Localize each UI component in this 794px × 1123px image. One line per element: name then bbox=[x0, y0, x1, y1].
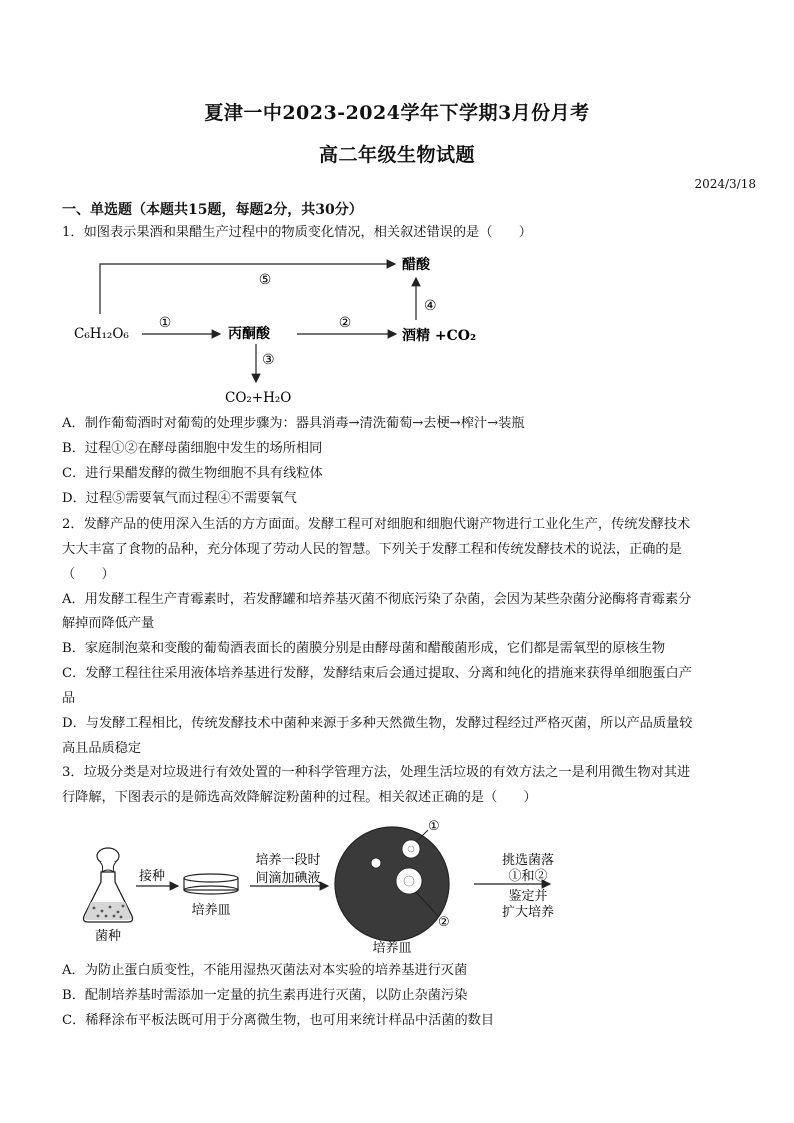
q1-option-d: D．过程⑤需要氧气而过程④不需要氧气 bbox=[62, 491, 297, 506]
pyruvate: 丙酮酸 bbox=[228, 326, 270, 342]
colony-2-label: ② bbox=[438, 915, 450, 930]
q2-stem-line-3: （ ） bbox=[62, 567, 115, 582]
q3-option-c: C．稀释涂布平板法既可用于分离微生物，也可用来统计样品中活菌的数目 bbox=[62, 1013, 495, 1028]
label-2: ② bbox=[338, 315, 352, 331]
q1-diagram bbox=[60, 254, 500, 410]
q1-option-a: A．制作葡萄酒时对葡萄的处理步骤为：器具消毒→清洗葡萄→去梗→榨汁→装瓶 bbox=[62, 416, 525, 431]
q2-option-b: B．家庭制泡菜和变酸的葡萄酒表面长的菌膜分别是由酵母菌和醋酸菌形成，它们都是需氧型的原核生物 bbox=[62, 641, 666, 656]
q3-stem-line-1: 3．垃圾分类是对垃圾进行有效处置的一种科学管理方法，处理生活垃圾的有效方法之一是利用微生物对其进 bbox=[62, 765, 691, 780]
q1-option-b: B．过程①②在酵母菌细胞中发生的场所相同 bbox=[62, 441, 323, 456]
exam-title: 夏津一中2023-2024学年下学期3月份月考 bbox=[204, 102, 590, 124]
big-petri-dish bbox=[335, 827, 449, 941]
flask-label: 菌种 bbox=[94, 929, 122, 944]
q1-stem: 1．如图表示果酒和果醋生产过程中的物质变化情况，相关叙述错误的是（ ） bbox=[62, 225, 532, 240]
q3-option-b: B．配制培养基时需添加一定量的抗生素再进行灭菌，以防止杂菌污染 bbox=[62, 988, 468, 1003]
flask-icon bbox=[84, 848, 133, 922]
label-4: ④ bbox=[424, 298, 437, 314]
label-1: ① bbox=[158, 315, 172, 331]
colony-1 bbox=[402, 840, 420, 858]
q3-diagram bbox=[60, 816, 580, 956]
q2-stem-line-2: 大大丰富了食物的品种，充分体现了劳动人民的智慧。下列关于发酵工程和传统发酵技术的说法，正确的是 bbox=[62, 542, 682, 557]
q2-option-d-line-2: 高且品质稳定 bbox=[62, 741, 142, 756]
q3-stem-line-2: 行降解，下图表示的是筛选高效降解淀粉菌种的过程。相关叙述正确的是（ ） bbox=[62, 790, 537, 805]
dish-label: 培养皿 bbox=[191, 903, 231, 918]
q3-option-a: A．为防止蛋白质变性，不能用湿热灭菌法对本实验的培养基进行灭菌 bbox=[62, 963, 468, 978]
q2-option-c-line-1: C．发酵工程往往采用液体培养基进行发酵，发酵结束后会通过提取、分离和纯化的措施来获得单细胞蛋白产 bbox=[62, 666, 692, 681]
co2-h2o: CO₂+H₂O bbox=[225, 390, 292, 406]
q1-option-c: C．进行果醋发酵的微生物细胞不具有线粒体 bbox=[62, 466, 323, 481]
q2-option-a-line-1: A．用发酵工程生产青霉素时，若发酵罐和培养基灭菌不彻底污染了杂菌，会因为某些杂菌分泌酶将青霉素分 bbox=[62, 592, 692, 607]
glucose: C₆H₁₂O₆ bbox=[74, 326, 129, 342]
colony-1-label: ① bbox=[428, 819, 440, 834]
pick-label-1: 挑选菌落 bbox=[501, 853, 555, 868]
q2-stem-line-1: 2．发酵产品的使用深入生活的方方面面。发酵工程可对细胞和细胞代谢产物进行工业化生产，传统发酵技术 bbox=[62, 517, 691, 532]
q2-option-d-line-1: D．与发酵工程相比，传统发酵技术中菌种来源于多种天然微生物，发酵过程经过严格灭菌，所以产品质量较 bbox=[62, 716, 693, 731]
pick-label-4: 扩大培养 bbox=[501, 905, 555, 920]
pick-label-2: ①和② bbox=[508, 869, 548, 884]
ethanol-co2: 酒精 +CO₂ bbox=[402, 328, 477, 344]
label-5: ⑤ bbox=[258, 272, 272, 288]
pick-label-3: 鉴定并 bbox=[508, 889, 548, 904]
exam-date: 2024/3/18 bbox=[694, 177, 756, 191]
acetic-acid: 醋酸 bbox=[402, 257, 430, 273]
petri-dish-icon bbox=[184, 874, 238, 894]
section-heading: 一、单选题（本题共15题，每题2分，共30分） bbox=[62, 202, 363, 218]
q2-option-c-line-2: 品 bbox=[62, 691, 76, 706]
label-3: ③ bbox=[262, 352, 275, 368]
culture-label-2: 间滴加碘液 bbox=[255, 871, 321, 886]
colony-small bbox=[371, 858, 381, 868]
arrow-5 bbox=[100, 264, 395, 314]
inoculate-label: 接种 bbox=[138, 869, 166, 884]
big-dish-label: 培养皿 bbox=[372, 941, 412, 956]
colony-2 bbox=[396, 868, 422, 894]
culture-label-1: 培养一段时 bbox=[255, 853, 321, 868]
exam-subtitle: 高二年级生物试题 bbox=[318, 144, 475, 166]
q2-option-a-line-2: 解掉而降低产量 bbox=[62, 616, 155, 631]
